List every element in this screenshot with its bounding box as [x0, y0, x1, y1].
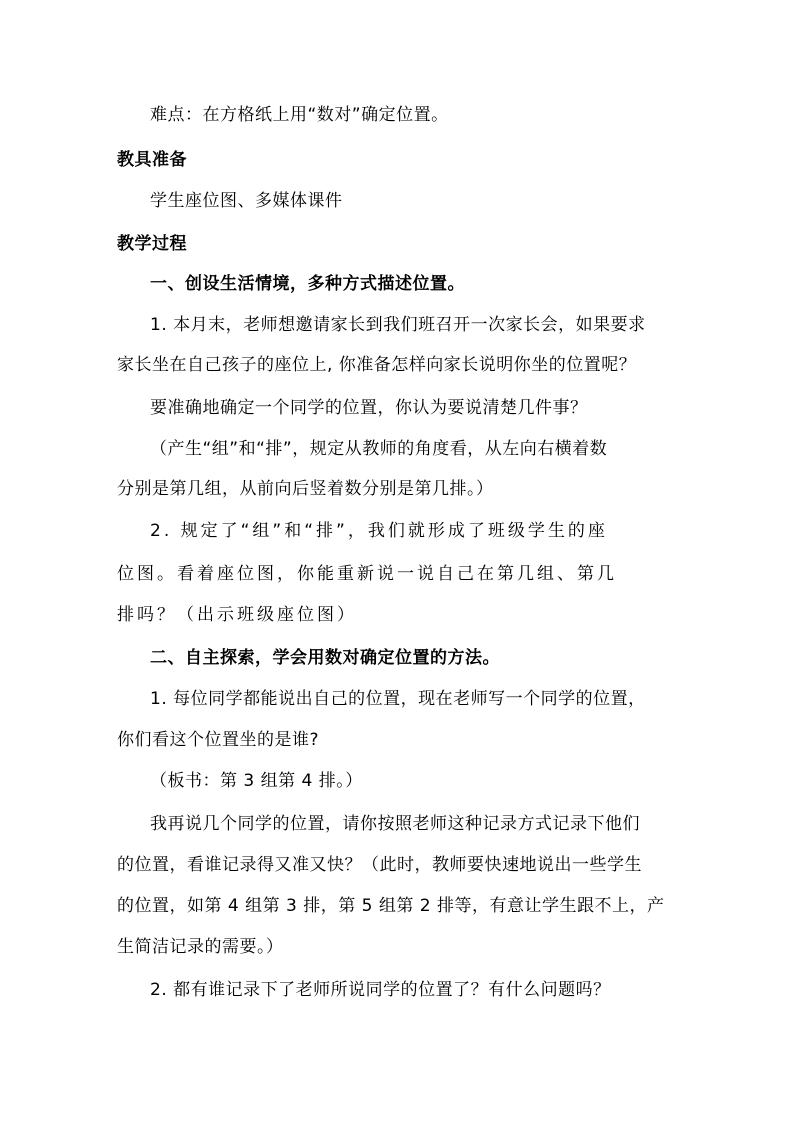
- section2-p3-line4: 生简洁记录的需要。）: [117, 937, 284, 957]
- section1-p4-line3: 排吗？（出示班级座位图）: [117, 605, 357, 625]
- section1-p4-line1: 2. 规定了“组”和“排”，我们就形成了班级学生的座: [150, 521, 608, 541]
- section1-p2: 要准确地确定一个同学的位置，你认为要说清楚几件事？: [150, 398, 588, 418]
- section2-p3-line2: 的位置，看谁记录得又准又快？（此时，教师要快速地说出一些学生: [117, 855, 642, 875]
- section1-p1-line2: 家长坐在自己孩子的座位上, 你准备怎样向家长说明你坐的位置呢？: [117, 355, 637, 375]
- section1-p1-line1: 1. 本月末，老师想邀请家长到我们班召开一次家长会，如果要求: [150, 315, 646, 335]
- section1-title: 一、创设生活情境，多种方式描述位置。: [150, 274, 465, 294]
- prep-heading: 教具准备: [117, 150, 187, 170]
- section2-p2: （板书：第 3 组第 4 排。）: [150, 771, 363, 791]
- section1-p4-line2: 位图。看着座位图，你能重新说一说自己在第几组、第几: [117, 564, 617, 584]
- process-heading: 教学过程: [117, 234, 187, 254]
- section1-p3-line2: 分别是第几组，从前向后竖着数分别是第几排。）: [117, 479, 494, 499]
- section2-p4: 2. 都有谁记录下了老师所说同学的位置了？有什么问题吗？: [150, 980, 611, 1000]
- section1-p3-line1: （产生“组”和“排”，规定从教师的角度看，从左向右横着数: [150, 439, 608, 459]
- section2-title: 二、自主探索，学会用数对确定位置的方法。: [150, 648, 500, 668]
- section2-p3-line1: 我再说几个同学的位置，请你按照老师这种记录方式记录下他们: [150, 814, 640, 834]
- section2-p3-line3: 的位置，如第 4 组第 3 排，第 5 组第 2 排等，有意让学生跟不上，产: [117, 896, 665, 916]
- difficulty-text: 难点：在方格纸上用“数对”确定位置。: [150, 105, 449, 125]
- prep-content: 学生座位图、多媒体课件: [150, 191, 343, 211]
- section2-p1-line2: 你们看这个位置坐的是谁?: [117, 730, 320, 750]
- section2-p1-line1: 1. 每位同学都能说出自己的位置，现在老师写一个同学的位置，: [150, 689, 646, 709]
